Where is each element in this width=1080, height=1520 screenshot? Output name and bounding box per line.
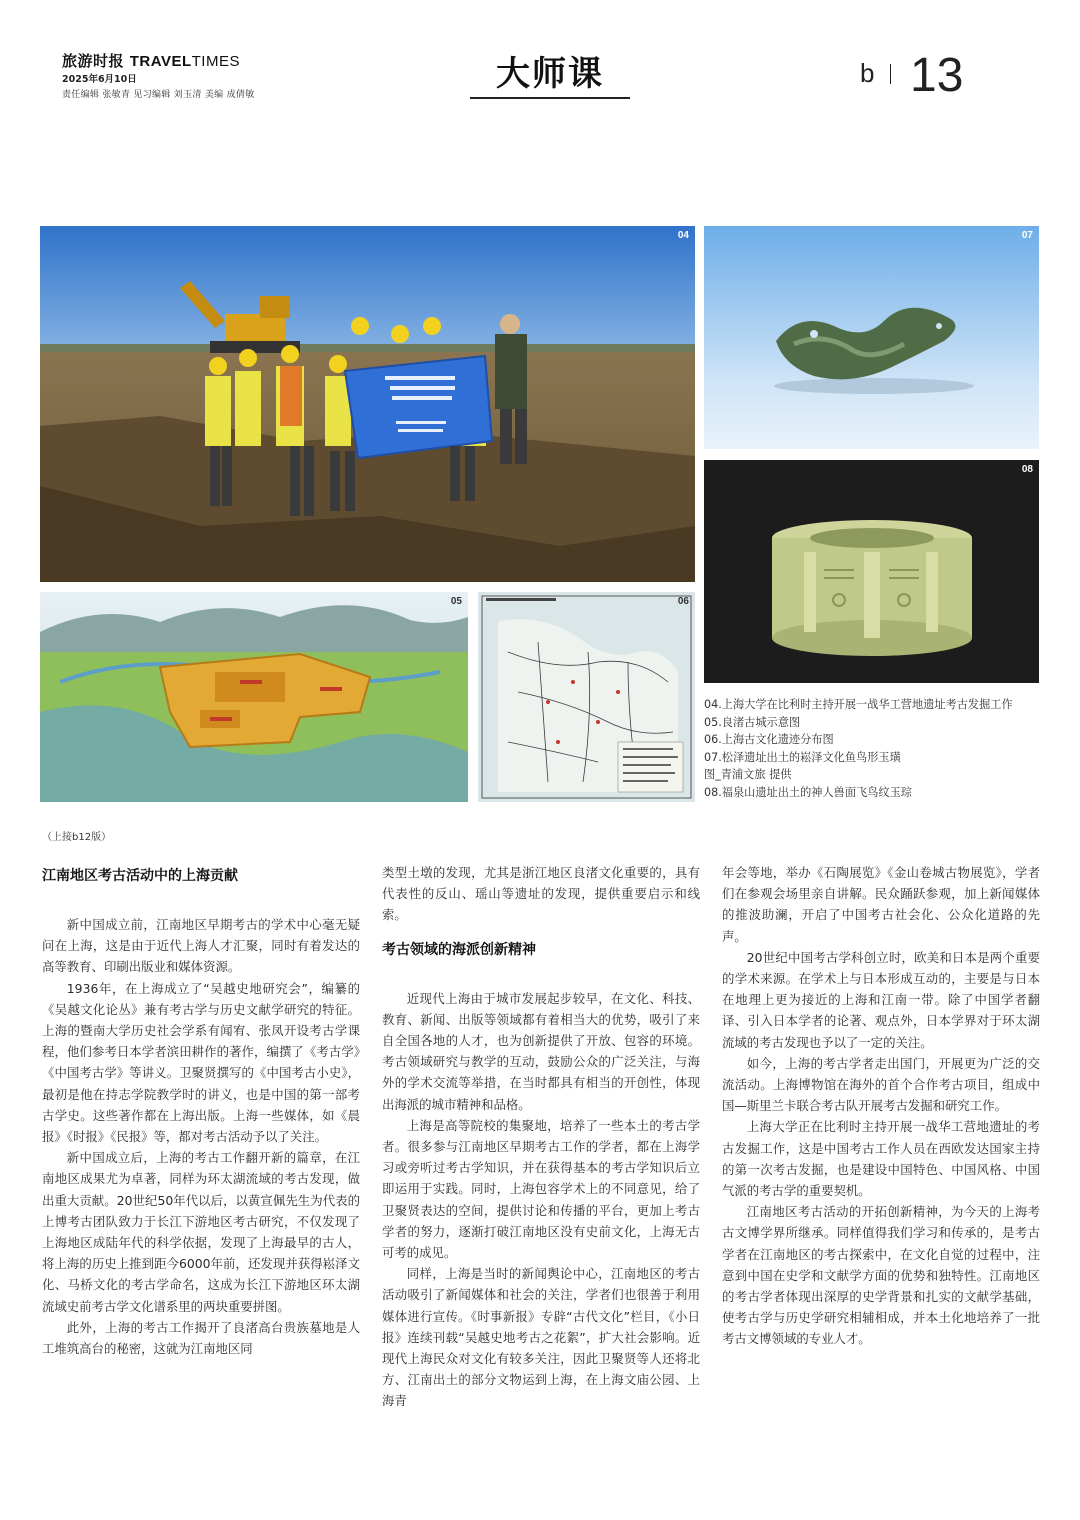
masthead-en-light: TIMES [191,53,240,70]
paragraph: 新中国成立前，江南地区早期考古的学术中心毫无疑问在上海，这是由于近代上海人才汇聚，同时有着发达的高等教育、印刷出版业和媒体资源。 [42,917,360,975]
caption-07: 07.松泽遗址出土的崧泽文化鱼鸟形玉璜 [704,750,901,764]
photo-number-05: 05 [450,596,462,607]
photo-number-06: 06 [677,596,689,607]
liangzhu-map-illustration [40,592,468,802]
paragraph: 20世纪中国考古学科创立时，欧美和日本是两个重要的学术来源。在学术上与日本形成互动的，主要是与日本在地理上更为接近的上海和江南一带。除了中国学者翻译、引入日本学者的论著、观点外，日本学界对于环太湖流域的考古发现也予以了一定的关注。 [722,949,1040,1050]
paragraph: 此外，上海的考古工作揭开了良渚高台贵族墓地是人工堆筑高台的秘密，这就为江南地区同 [42,1319,360,1357]
caption-06: 06.上海古文化遗迹分布图 [704,733,834,746]
excavation-scene-image [40,226,695,582]
caption-05: 05.良渚古城示意图 [704,715,801,729]
photo-jade-huang [704,226,1039,449]
photo-distribution-map [478,592,695,802]
section-title: 大师课 [496,54,604,94]
photo-number-08: 08 [1021,464,1033,475]
caption-04: 04.上海大学在比利时主持开展一战华工营地遗址考古发掘工作 [704,698,1013,711]
photo-captions [704,696,1044,801]
masthead [62,50,240,71]
paragraph: 新中国成立后，上海的考古工作翻开新的篇章，在江南地区成果尤为卓著，同样为环太湖流域的考古发现，做出重大贡献。20世纪50年代以后，以黄宣佩先生为代表的上博考古团队致力于长江下游地区考古研究，不仅发现了上海地区成陆年代的科学依据，发现了上海最早的古人，将上海的历史上推到距今6000年前，还发现并获得崧泽文化、马桥文化的考古学命名，这成为长江下游地区环太湖流域史前考古学文化谱系里的两块重要拼图。 [42,1150,360,1314]
paragraph: 上海是高等院校的集聚地，培养了一些本土的考古学者。很多参与江南地区早期考古工作的学者，都在上海学习或旁听过考古学知识，并在获得基本的考古学知识后立即运用于实践。同时，上海包容学术上的不同意见，给了卫聚贤表达的空间，提供讨论和传播的平台，更加上考古学者的努力，逐渐打破江南地区没有史前文化，上海无古可考的成见。 [382,1117,700,1261]
paragraph: 近现代上海由于城市发展起步较早，在文化、科技、教育、新闻、出版等领域都有着相当大的优势，吸引了来自全国各地的人才，也为创新提供了开放、包容的环境。考古领域研究与教学的互动，鼓励公众的广泛关注，与海外的学术交流等举措，在当时都具有相当的开创性，体现出海派的城市精神和品格。 [382,990,700,1112]
heading-haipai-spirit: 考古领域的海派创新精神 [382,941,536,958]
heading-shanghai-contribution: 江南地区考古活动中的上海贡献 [42,868,238,884]
paragraph: 上海大学正在比利时主持开展一战华工营地遗址的考古发掘工作，这是中国考古工作人员在西欧发达国家主持的第一次考古发掘，也是建设中国特色、中国风格、中国气派的考古学的重要契机。 [722,1119,1040,1199]
paragraph: 江南地区考古活动的开拓创新精神，为今天的上海考古文博学界所继承。同样值得我们学习和传承的，是考古学者在江南地区的考古探索中，在文化自觉的过程中，注意到中国在史学和文献学方面的优势和独特性。江南地区的考古学者体现出深厚的史学背景和扎实的文献学基础，使考古学与历史学研究相辅相成，并本土化地培养了一批考古文博领域的专业人才。 [722,1204,1040,1347]
shanghai-sites-map-image [478,592,695,802]
editors-line: 责任编辑 张敏青 见习编辑 刘玉清 美编 成倩敏 [62,90,255,100]
caption-08: 08.福泉山遗址出土的神人兽面飞鸟纹玉琮 [704,785,912,799]
paragraph: 1936年，在上海成立了“吴越史地研究会”，编纂的《吴越文化论丛》兼有考古学与历史文献学研究的特征。上海的暨南大学历史社会学系有闻宥、张凤开设考古学课程，他们参考日本学者滨田耕作的著作，编撰了《考古学》《中国考古学》等讲义。卫聚贤撰写的《中国考古小史》，最初是他在持志学院教学时的讲义，也是中国的第一部考古学史。这些著作都在上海出版。上海一些媒体，如《晨报》《时报》《民报》等，都对考古活动予以了关注。 [42,980,360,1145]
photo-number-07: 07 [1021,230,1033,241]
article-column-2 [382,862,700,1412]
photo-liangzhu-city [40,592,468,802]
continued-note: （上接b12版） [42,832,112,843]
photo-excavation-team [40,226,695,582]
article-column-3 [722,862,1040,1350]
page-separator [890,64,891,84]
paragraph-continued: 年会等地，举办《石陶展览》《金山卷城古物展览》，学者们在参观会场里亲自讲解。民众踊跃参观，加上新闻媒体的推波助澜，开启了中国考古社会化、公众化道路的先声。 [722,865,1040,944]
masthead-cn: 旅游时报 [62,52,125,70]
paragraph: 同样，上海是当时的新闻舆论中心，江南地区的考古活动吸引了新闻媒体和社会的关注，学者们也很善于利用媒体进行宣传。《时事新报》专辟“古代文化”栏目，《小日报》连续刊载“吴越史地考古之花絮”，扩大社会影响。近现代上海民众对文化有较多关注，因此卫聚贤等人还将北方、江南出土的部分文物运到上海，在上海文庙公园、上海青 [382,1266,700,1409]
paragraph: 如今，上海的考古学者走出国门，开展更为广泛的交流活动。上海博物馆在海外的首个合作考古项目，组成中国—斯里兰卡联合考古队开展考古发掘和研究工作。 [722,1055,1040,1114]
photo-jade-cong [704,460,1039,683]
photo-number-04: 04 [677,230,689,241]
section-rule [470,97,630,99]
page-number: 13 [910,49,964,102]
article-column-1 [42,866,360,1359]
page-prefix: b [860,58,879,88]
caption-credit: 图_青浦文旅 提供 [704,768,792,781]
masthead-en-bold: TRAVEL [129,53,192,70]
publication-date: 2025年6月10日 [62,74,137,85]
jade-fish-bird-image [704,226,1039,449]
paragraph-continued: 类型土墩的发现，尤其是浙江地区良渚文化重要的，具有代表性的反山、瑶山等遗址的发现，提供重要启示和线索。 [382,865,700,923]
jade-cong-image [704,460,1039,683]
